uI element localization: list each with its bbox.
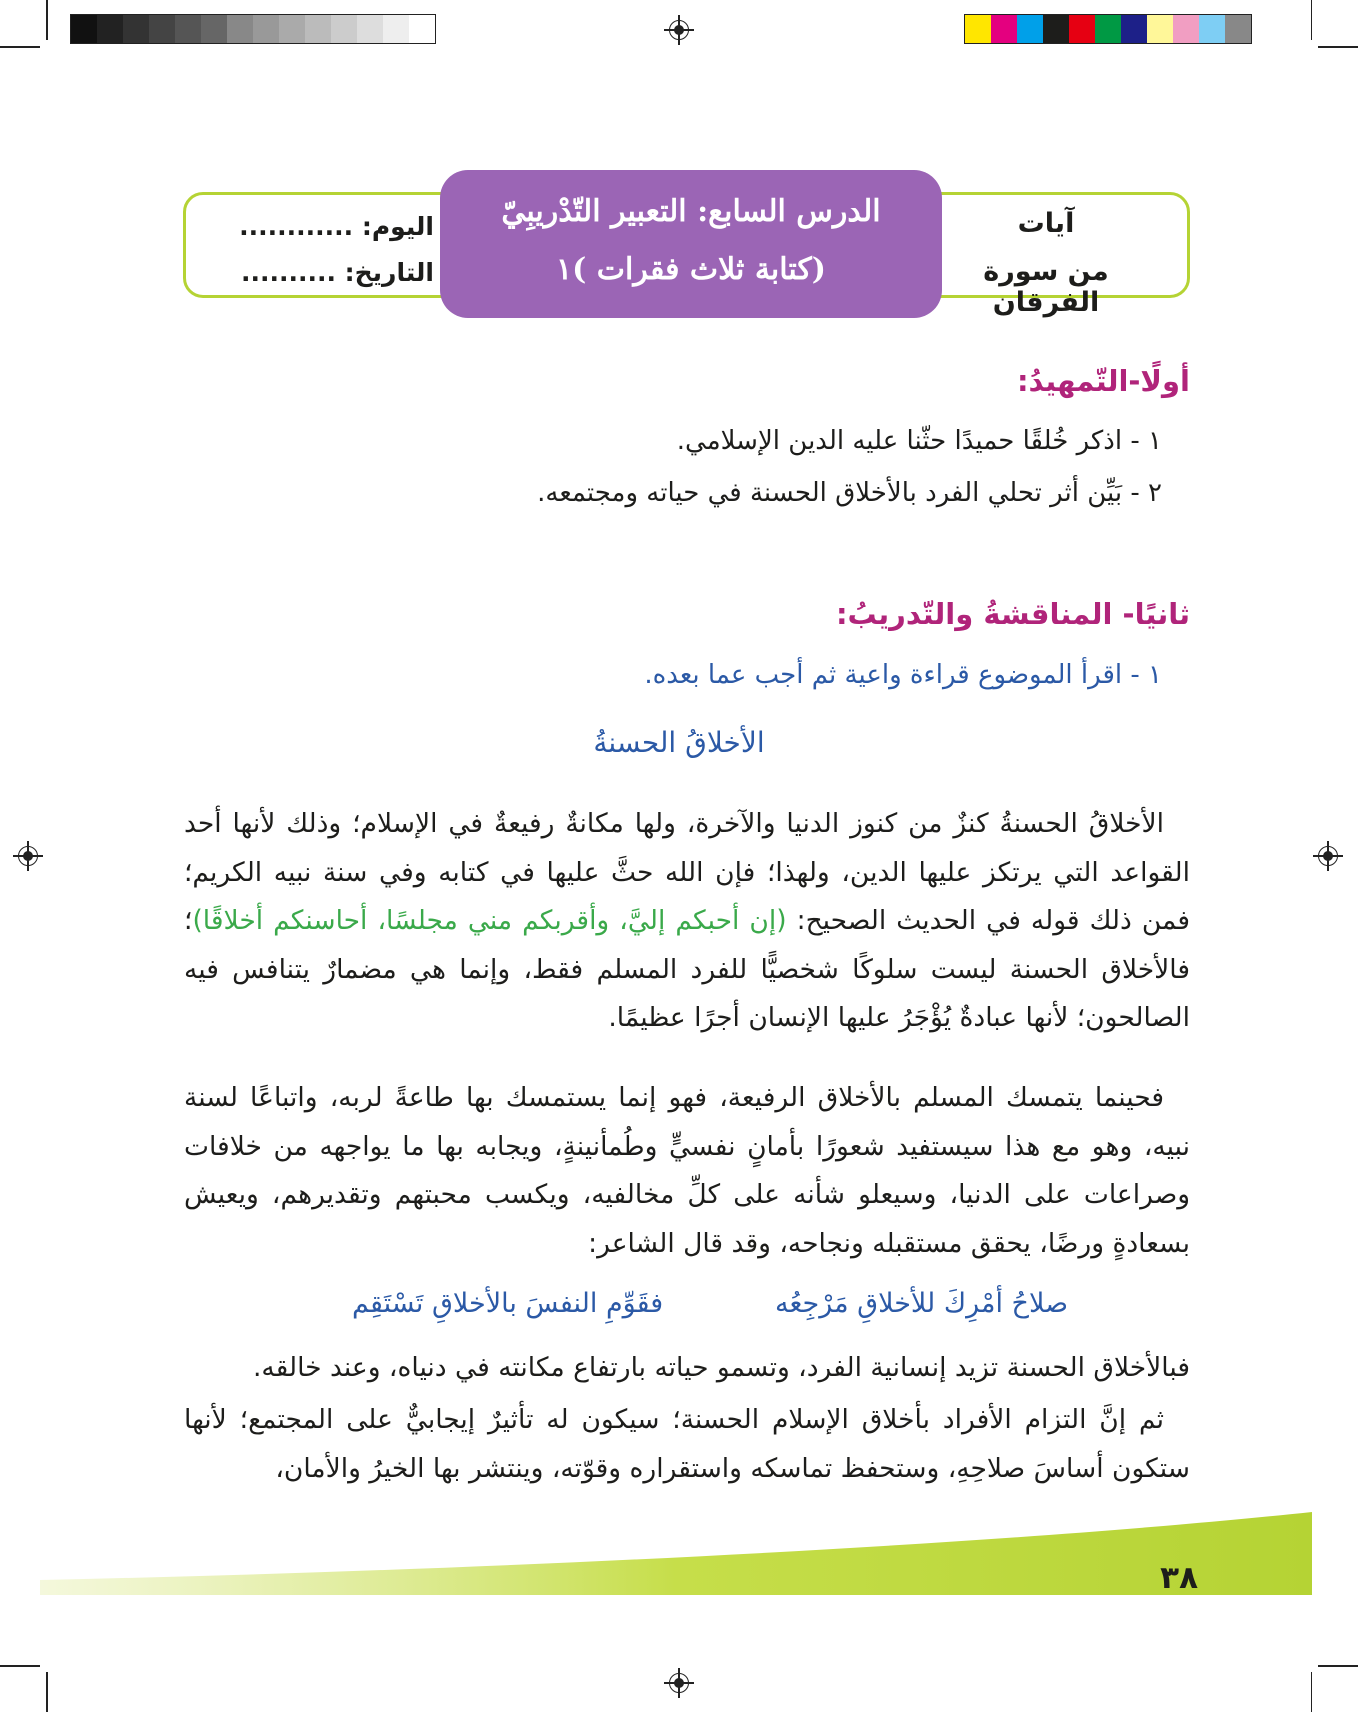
lesson-title-badge — [440, 170, 942, 318]
paragraph-1-text-a: الأخلاقُ الحسنةُ كنزٌ من كنوز الدنيا والآخرة، ولها مكانةٌ رفيعةٌ في الإسلام؛ وذلك لأنها أحد القواعد التي يرتكز عليها الدين، ولهذا؛ فإن الله حثَّ عليها في كتابه وفي سنة نبيه الكريم؛ فمن ذلك قوله في الحديث الصحيح: — [184, 808, 1191, 936]
unit-title-line2: من سورة الفرقان — [983, 256, 1109, 318]
paragraph-1-text-b: ؛ فالأخلاق الحسنة ليست سلوكًا شخصيًّا للفرد المسلم فقط، وإنما هي مضمارٌ يتنافس فيه الصالحون؛ لأنها عبادةٌ يُؤْجَرُ عليها الإنسان أجرًا عظيمًا. — [184, 905, 1190, 1033]
color-calibration-strip — [964, 14, 1252, 44]
passage-paragraph-4 — [184, 1396, 1190, 1493]
intro-question-1: ١ - اذكر خُلقًا حميدًا حثّنا عليه الدين الإسلامي. — [676, 426, 1162, 456]
day-field: اليوم: ............ — [239, 212, 434, 241]
crop-mark — [0, 46, 40, 48]
crop-mark — [1311, 1672, 1313, 1712]
passage-paragraph-2 — [184, 1074, 1190, 1268]
poem-verse-first-half: صلاحُ أمْرِكَ للأخلاقِ مَرْجِعُه — [775, 1288, 1068, 1319]
registration-mark-icon — [669, 1673, 689, 1693]
unit-title-line1: آيات — [1017, 208, 1075, 239]
date-field: التاريخ: .......... — [240, 258, 434, 287]
crop-mark — [1318, 1665, 1358, 1667]
lesson-subtitle: (كتابة ثلاث فقرات )١ — [556, 252, 826, 287]
registration-mark-icon — [18, 846, 38, 866]
crop-mark — [46, 0, 48, 40]
passage-paragraph-3 — [184, 1344, 1190, 1393]
section-heading-discussion: ثانيًا- المناقشةُ والتّدريبُ: — [835, 597, 1190, 631]
reading-instruction: ١ - اقرأ الموضوع قراءة واعية ثم أجب عما بعده. — [644, 660, 1162, 690]
crop-mark — [1318, 46, 1358, 48]
poem-verse-second-half: فقَوِّمِ النفسَ بالأخلاقِ تَسْتَقِم — [352, 1288, 664, 1319]
paragraph-3-text: فبالأخلاق الحسنة تزيد إنسانية الفرد، وتسمو حياته بارتفاع مكانته في دنياه، وعند خالقه. — [253, 1352, 1190, 1383]
grayscale-calibration-strip — [70, 14, 436, 44]
registration-mark-icon — [669, 20, 689, 40]
footer-swoosh — [0, 1500, 1358, 1620]
crop-mark — [46, 1672, 48, 1712]
passage-title: الأخلاقُ الحسنةُ — [593, 726, 765, 759]
paragraph-2-text: فحينما يتمسك المسلم بالأخلاق الرفيعة، فهو إنما يستمسك بها طاعةً لربه، واتباعًا لسنة نبيه، وهو مع هذا سيستفيد شعورًا بأمانٍ نفسيٍّ وطُمأنينةٍ، ويجابه بها ما يواجهه من خلافات وصراعات على الدنيا، وسيعلو شأنه على كلِّ مخالفيه، ويكسب محبتهم وتقديرهم، ويعيش بسعادةٍ ورضًا، يحقق مستقبله ونجاحه، وقد قال الشاعر: — [184, 1082, 1190, 1259]
crop-mark — [0, 1665, 40, 1667]
crop-mark — [1311, 0, 1313, 40]
section-heading-intro: أولًا-التّمهيدُ: — [1016, 364, 1190, 398]
page-number: ٣٨ — [1160, 1560, 1198, 1596]
registration-mark-icon — [1318, 846, 1338, 866]
intro-question-2: ٢ - بَيِّن أثر تحلي الفرد بالأخلاق الحسنة في حياته ومجتمعه. — [537, 478, 1162, 508]
lesson-title: الدرس السابع: التعبير التّدْريبِيّ — [501, 194, 881, 229]
paragraph-4-text: ثم إنَّ التزام الأفراد بأخلاق الإسلام الحسنة؛ سيكون له تأثيرٌ إيجابيٌّ على المجتمع؛ لأنها ستكون أساسَ صلاحِهِ، وستحفظ تماسكه واستقراره وقوّته، وينتشر بها الخيرُ والأمان، — [184, 1404, 1190, 1484]
hadith-quote: (إن أحبكم إليَّ، وأقربكم مني مجلسًا، أحاسنكم أخلاقًا) — [192, 905, 787, 936]
passage-paragraph-1 — [184, 800, 1190, 1043]
